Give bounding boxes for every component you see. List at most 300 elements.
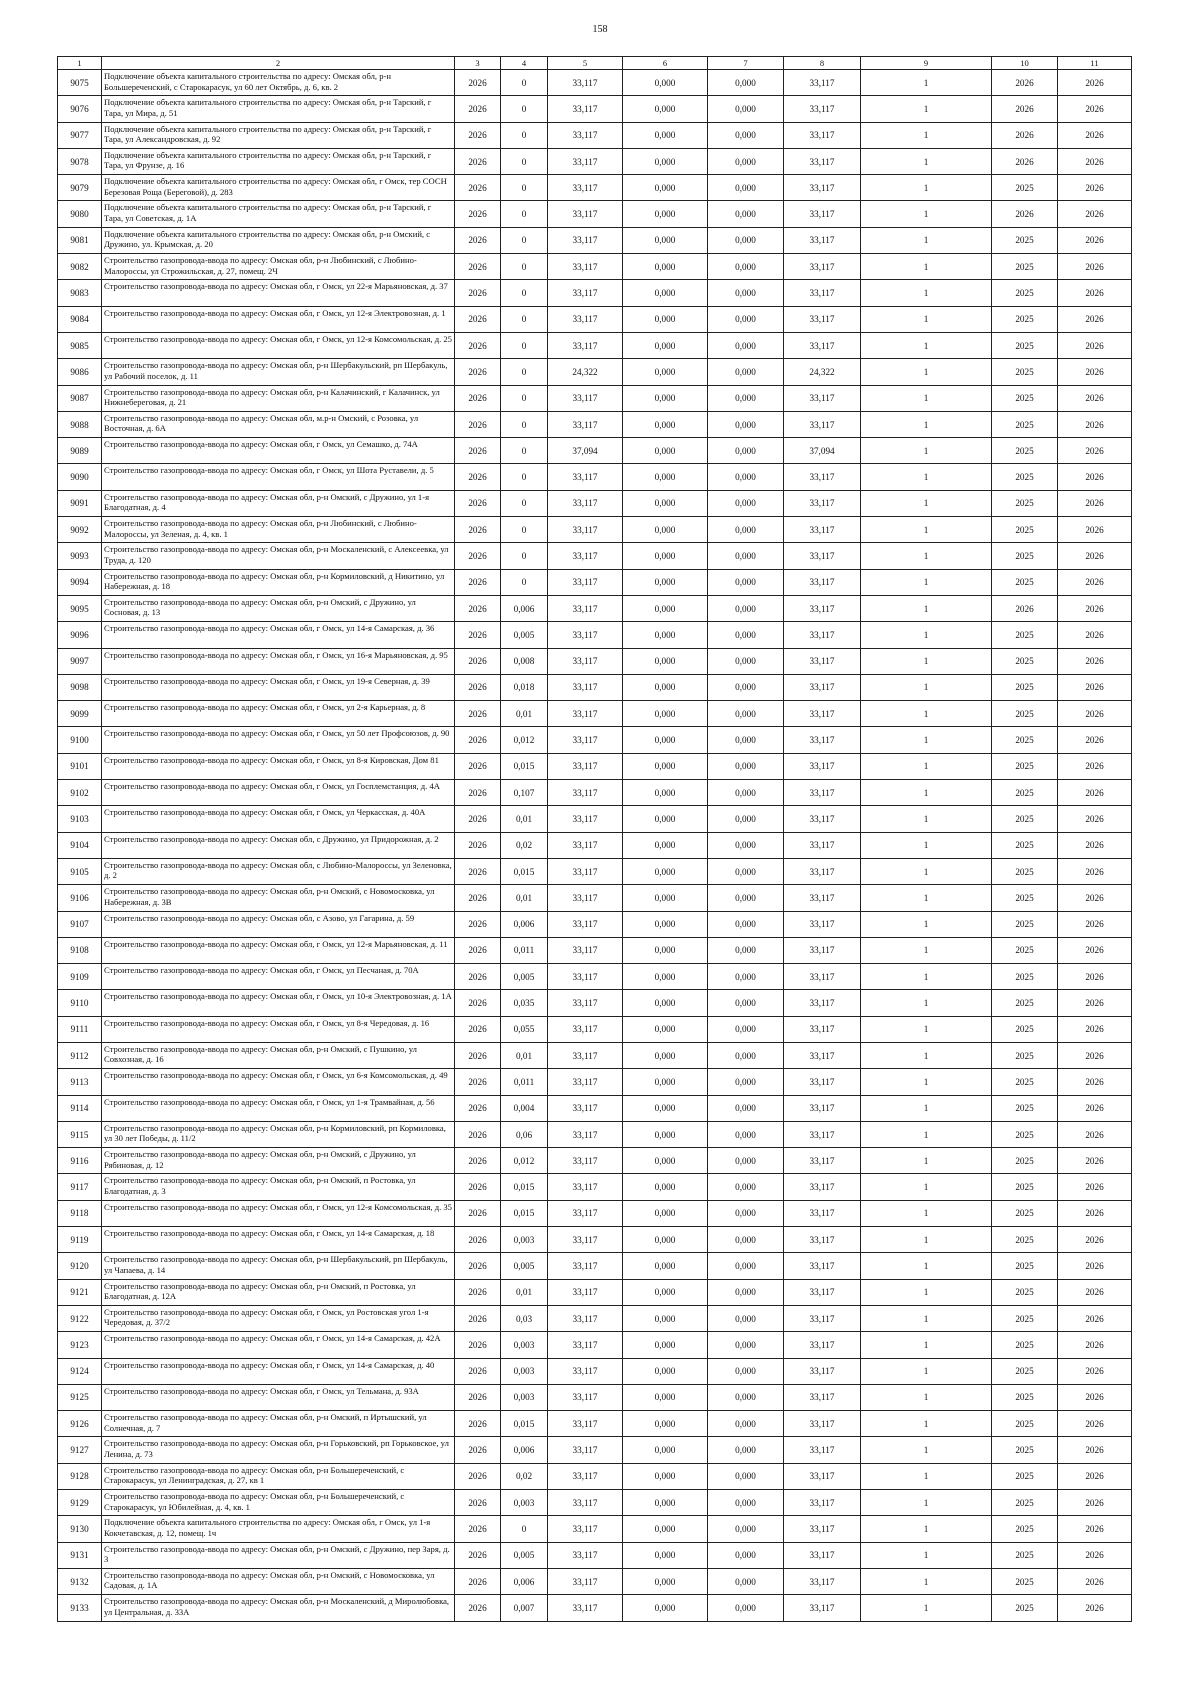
- description-cell: Строительство газопровода-ввода по адресу: Омская обл, г Омск, ул 1-я Трамвайная, д. 56: [102, 1095, 455, 1121]
- table-cell: 2026: [455, 1148, 501, 1174]
- table-row: [58, 622, 1132, 648]
- table-cell: 2026: [455, 122, 501, 148]
- table-cell: 2026: [1058, 306, 1132, 332]
- table-cell: 2026: [1058, 254, 1132, 280]
- column-header: 6: [623, 57, 708, 70]
- table-cell: 0,006: [501, 911, 548, 937]
- table-cell: 33,117: [548, 96, 623, 122]
- table-cell: 33,117: [548, 490, 623, 516]
- row-number-cell: 9106: [58, 885, 102, 911]
- table-cell: 0,01: [501, 701, 548, 727]
- table-cell: 2025: [992, 569, 1058, 595]
- table-cell: 0,000: [623, 385, 708, 411]
- table-cell: 0,000: [708, 1042, 784, 1068]
- table-cell: 33,117: [548, 1595, 623, 1621]
- row-number-cell: 9105: [58, 858, 102, 884]
- table-cell: 0: [501, 175, 548, 201]
- description-cell: Строительство газопровода-ввода по адресу: Омская обл, г Омск, ул 16-я Марьяновская, д. 95: [102, 648, 455, 674]
- table-cell: 1: [861, 411, 992, 437]
- table-cell: 0,011: [501, 937, 548, 963]
- table-cell: 2025: [992, 990, 1058, 1016]
- table-cell: 2026: [455, 332, 501, 358]
- table-cell: 0,000: [623, 306, 708, 332]
- table-cell: 0,000: [623, 595, 708, 621]
- table-cell: 2026: [455, 1411, 501, 1437]
- table-cell: 0: [501, 1516, 548, 1542]
- table-cell: 0,000: [623, 569, 708, 595]
- table-cell: 2026: [455, 648, 501, 674]
- table-cell: 0,000: [708, 1568, 784, 1594]
- table-cell: 2026: [455, 96, 501, 122]
- row-number-cell: 9079: [58, 175, 102, 201]
- table-cell: 2025: [992, 1069, 1058, 1095]
- row-number-cell: 9077: [58, 122, 102, 148]
- table-cell: 2026: [992, 595, 1058, 621]
- table-row: [58, 490, 1132, 516]
- table-cell: 1: [861, 1542, 992, 1568]
- row-number-cell: 9102: [58, 780, 102, 806]
- table-cell: 2026: [1058, 1121, 1132, 1147]
- row-number-cell: 9119: [58, 1227, 102, 1253]
- table-cell: 2026: [1058, 70, 1132, 96]
- table-cell: 0,000: [708, 701, 784, 727]
- table-cell: 33,117: [548, 806, 623, 832]
- table-cell: 0,000: [623, 964, 708, 990]
- table-cell: 0,000: [708, 175, 784, 201]
- table-cell: 0,01: [501, 1042, 548, 1068]
- table-cell: 2026: [992, 201, 1058, 227]
- table-cell: 1: [861, 1384, 992, 1410]
- table-cell: 0,000: [708, 490, 784, 516]
- table-cell: 2026: [992, 122, 1058, 148]
- description-cell: Подключение объекта капитального строительства по адресу: Омская обл, р-н Омский, с Дружино, ул. Крымская, д. 20: [102, 227, 455, 253]
- table-cell: 0,000: [708, 543, 784, 569]
- table-cell: 24,322: [548, 359, 623, 385]
- table-cell: 0,000: [623, 674, 708, 700]
- table-cell: 2026: [455, 1358, 501, 1384]
- table-cell: 33,117: [784, 306, 861, 332]
- description-cell: Подключение объекта капитального строительства по адресу: Омская обл, р-н Тарский, г Тара, ул Мира, д. 51: [102, 96, 455, 122]
- table-cell: 0,000: [623, 543, 708, 569]
- table-cell: 0,000: [708, 438, 784, 464]
- table-cell: 0,000: [623, 1463, 708, 1489]
- table-cell: 2026: [455, 937, 501, 963]
- table-cell: 0: [501, 411, 548, 437]
- table-cell: 1: [861, 438, 992, 464]
- table-cell: 0,000: [623, 1174, 708, 1200]
- table-cell: 2026: [1058, 964, 1132, 990]
- table-cell: 2026: [1058, 1384, 1132, 1410]
- table-cell: 2025: [992, 806, 1058, 832]
- table-cell: 2025: [992, 1437, 1058, 1463]
- table-cell: 1: [861, 1042, 992, 1068]
- table-cell: 2026: [455, 753, 501, 779]
- table-cell: 33,117: [548, 464, 623, 490]
- table-cell: 0,005: [501, 1253, 548, 1279]
- table-cell: 33,117: [548, 1411, 623, 1437]
- table-cell: 2026: [455, 385, 501, 411]
- description-cell: Строительство газопровода-ввода по адресу: Омская обл, р-н Омский, п Ростовка, ул Благодатная, д. 3: [102, 1174, 455, 1200]
- table-cell: 0,000: [708, 359, 784, 385]
- table-cell: 2026: [455, 1332, 501, 1358]
- header-row: [58, 57, 1132, 70]
- table-cell: 0,000: [708, 1227, 784, 1253]
- table-cell: 33,117: [548, 1200, 623, 1226]
- row-number-cell: 9116: [58, 1148, 102, 1174]
- table-cell: 33,117: [548, 648, 623, 674]
- table-cell: 2025: [992, 385, 1058, 411]
- table-row: [58, 254, 1132, 280]
- table-cell: 2026: [455, 1384, 501, 1410]
- table-cell: 2026: [455, 70, 501, 96]
- table-cell: 2025: [992, 1542, 1058, 1568]
- table-cell: 2026: [455, 911, 501, 937]
- table-row: [58, 1384, 1132, 1410]
- table-cell: 2026: [1058, 1358, 1132, 1384]
- table-cell: 2026: [1058, 280, 1132, 306]
- table-cell: 33,117: [548, 780, 623, 806]
- description-cell: Строительство газопровода-ввода по адресу: Омская обл, г Омск, ул Черкасская, д. 40А: [102, 806, 455, 832]
- row-number-cell: 9085: [58, 332, 102, 358]
- row-number-cell: 9092: [58, 517, 102, 543]
- row-number-cell: 9078: [58, 148, 102, 174]
- table-cell: 0,015: [501, 1174, 548, 1200]
- table-cell: 33,117: [784, 1358, 861, 1384]
- table-row: [58, 806, 1132, 832]
- description-cell: Строительство газопровода-ввода по адресу: Омская обл, с Дружино, ул Придорожная, д. 2: [102, 832, 455, 858]
- column-header: 2: [102, 57, 455, 70]
- description-cell: Строительство газопровода-ввода по адресу: Омская обл, р-н Кормиловский, д Никитино, ул Набережная, д. 18: [102, 569, 455, 595]
- table-cell: 0,000: [708, 227, 784, 253]
- row-number-cell: 9115: [58, 1121, 102, 1147]
- table-cell: 33,117: [784, 806, 861, 832]
- table-cell: 0,000: [623, 464, 708, 490]
- table-cell: 1: [861, 990, 992, 1016]
- table-cell: 1: [861, 1069, 992, 1095]
- row-number-cell: 9081: [58, 227, 102, 253]
- description-cell: Строительство газопровода-ввода по адресу: Омская обл, р-н Омский, п Ростовка, ул Благодатная, д. 12А: [102, 1279, 455, 1305]
- table-cell: 0,000: [623, 911, 708, 937]
- table-cell: 33,117: [548, 1568, 623, 1594]
- table-cell: 1: [861, 569, 992, 595]
- table-row: [58, 648, 1132, 674]
- table-cell: 33,117: [784, 411, 861, 437]
- table-cell: 2025: [992, 464, 1058, 490]
- table-cell: 0,000: [708, 727, 784, 753]
- table-cell: 33,117: [548, 1095, 623, 1121]
- table-cell: 33,117: [548, 1174, 623, 1200]
- table-cell: 33,117: [548, 1516, 623, 1542]
- description-cell: Строительство газопровода-ввода по адресу: Омская обл, г Омск, ул Госплемстанция, д. 4А: [102, 780, 455, 806]
- description-cell: Строительство газопровода-ввода по адресу: Омская обл, г Омск, ул Ростовская угол 1-я Чередовая, д. 37/2: [102, 1305, 455, 1331]
- table-row: [58, 332, 1132, 358]
- table-cell: 2026: [1058, 1200, 1132, 1226]
- table-cell: 1: [861, 1200, 992, 1226]
- column-header: 1: [58, 57, 102, 70]
- table-row: [58, 911, 1132, 937]
- table-cell: 0,000: [708, 937, 784, 963]
- table-cell: 33,117: [548, 990, 623, 1016]
- table-cell: 33,117: [784, 201, 861, 227]
- table-cell: 2025: [992, 1016, 1058, 1042]
- row-number-cell: 9089: [58, 438, 102, 464]
- table-cell: 2026: [992, 148, 1058, 174]
- table-cell: 2026: [1058, 1148, 1132, 1174]
- table-cell: 2026: [1058, 1332, 1132, 1358]
- column-header: 4: [501, 57, 548, 70]
- table-cell: 0,000: [708, 595, 784, 621]
- table-cell: 33,117: [784, 96, 861, 122]
- table-cell: 0,000: [623, 1568, 708, 1594]
- description-cell: Подключение объекта капитального строительства по адресу: Омская обл, р-н Большереченский, с Старокарасук, ул 60 лет Октябрь, д. 6, кв. 2: [102, 70, 455, 96]
- table-cell: 0,000: [623, 490, 708, 516]
- table-cell: 0,000: [708, 411, 784, 437]
- table-cell: 0: [501, 332, 548, 358]
- table-cell: 0,000: [708, 990, 784, 1016]
- row-number-cell: 9117: [58, 1174, 102, 1200]
- table-cell: 2025: [992, 1200, 1058, 1226]
- table-cell: 0,000: [623, 411, 708, 437]
- table-cell: 33,117: [548, 727, 623, 753]
- table-cell: 2026: [1058, 464, 1132, 490]
- table-cell: 2026: [455, 148, 501, 174]
- table-cell: 2026: [1058, 1042, 1132, 1068]
- table-cell: 2026: [455, 464, 501, 490]
- table-cell: 33,117: [784, 911, 861, 937]
- table-cell: 0: [501, 385, 548, 411]
- table-row: [58, 1095, 1132, 1121]
- table-cell: 0: [501, 490, 548, 516]
- table-cell: 0,000: [708, 1332, 784, 1358]
- row-number-cell: 9088: [58, 411, 102, 437]
- table-cell: 0,000: [708, 280, 784, 306]
- table-cell: 0,008: [501, 648, 548, 674]
- table-cell: 0,000: [623, 1042, 708, 1068]
- table-cell: 33,117: [548, 122, 623, 148]
- table-row: [58, 937, 1132, 963]
- table-cell: 0,000: [623, 148, 708, 174]
- table-cell: 0,000: [623, 254, 708, 280]
- table-cell: 33,117: [548, 175, 623, 201]
- table-cell: 33,117: [548, 1148, 623, 1174]
- table-cell: 0,01: [501, 885, 548, 911]
- table-cell: 2026: [1058, 780, 1132, 806]
- table-cell: 2026: [1058, 674, 1132, 700]
- table-cell: 2026: [1058, 1016, 1132, 1042]
- table-row: [58, 1148, 1132, 1174]
- table-cell: 0,000: [623, 1332, 708, 1358]
- table-cell: 0,000: [708, 964, 784, 990]
- table-cell: 2026: [1058, 122, 1132, 148]
- table-cell: 33,117: [548, 1121, 623, 1147]
- description-cell: Строительство газопровода-ввода по адресу: Омская обл, г Омск, ул 12-я Электровозная, д. 1: [102, 306, 455, 332]
- row-number-cell: 9123: [58, 1332, 102, 1358]
- table-cell: 1: [861, 1595, 992, 1621]
- row-number-cell: 9086: [58, 359, 102, 385]
- table-cell: 0,000: [708, 1595, 784, 1621]
- table-cell: 2026: [1058, 1568, 1132, 1594]
- column-header: 8: [784, 57, 861, 70]
- table-cell: 2026: [455, 701, 501, 727]
- description-cell: Строительство газопровода-ввода по адресу: Омская обл, г Омск, ул 12-я Комсомольская, д. 35: [102, 1200, 455, 1226]
- table-cell: 2026: [455, 359, 501, 385]
- table-cell: 33,117: [784, 1463, 861, 1489]
- table-cell: 0,000: [623, 1542, 708, 1568]
- table-cell: 2026: [455, 1463, 501, 1489]
- table-cell: 2026: [455, 1305, 501, 1331]
- table-cell: 0: [501, 148, 548, 174]
- table-cell: 2026: [455, 622, 501, 648]
- table-cell: 2025: [992, 1042, 1058, 1068]
- table-cell: 33,117: [784, 1121, 861, 1147]
- table-row: [58, 543, 1132, 569]
- table-cell: 0,000: [708, 1200, 784, 1226]
- table-cell: 2026: [455, 306, 501, 332]
- table-cell: 33,117: [784, 227, 861, 253]
- table-cell: 2026: [455, 674, 501, 700]
- table-cell: 1: [861, 254, 992, 280]
- table-cell: 33,117: [784, 622, 861, 648]
- table-cell: 2025: [992, 964, 1058, 990]
- description-cell: Строительство газопровода-ввода по адресу: Омская обл, р-н Шербакульский, рп Шербакуль, ул Чапаева, д. 14: [102, 1253, 455, 1279]
- row-number-cell: 9113: [58, 1069, 102, 1095]
- row-number-cell: 9109: [58, 964, 102, 990]
- table-cell: 2025: [992, 1490, 1058, 1516]
- table-cell: 33,117: [548, 1227, 623, 1253]
- table-cell: 0,005: [501, 1542, 548, 1568]
- description-cell: Строительство газопровода-ввода по адресу: Омская обл, г Омск, ул 12-я Комсомольская, д. 25: [102, 332, 455, 358]
- table-row: [58, 674, 1132, 700]
- table-cell: 0,005: [501, 964, 548, 990]
- table-cell: 0,107: [501, 780, 548, 806]
- table-cell: 0,02: [501, 1463, 548, 1489]
- table-cell: 0,000: [623, 359, 708, 385]
- table-cell: 33,117: [784, 1095, 861, 1121]
- description-cell: Строительство газопровода-ввода по адресу: Омская обл, р-н Любинский, с Любино-Малороссы, ул Строжильская, д. 27, помещ. 2Ч: [102, 254, 455, 280]
- table-cell: 0,000: [623, 1095, 708, 1121]
- table-cell: 0,000: [623, 227, 708, 253]
- description-cell: Строительство газопровода-ввода по адресу: Омская обл, р-н Любинский, с Любино-Малороссы, ул Зеленая, д. 4, кв. 1: [102, 517, 455, 543]
- table-cell: 2025: [992, 280, 1058, 306]
- table-cell: 33,117: [784, 1411, 861, 1437]
- table-cell: 33,117: [784, 148, 861, 174]
- description-cell: Строительство газопровода-ввода по адресу: Омская обл, г Омск, ул 22-я Марьяновская, д. 37: [102, 280, 455, 306]
- table-row: [58, 438, 1132, 464]
- table-cell: 1: [861, 464, 992, 490]
- row-number-cell: 9131: [58, 1542, 102, 1568]
- table-cell: 0,000: [623, 1253, 708, 1279]
- table-cell: 2026: [1058, 148, 1132, 174]
- table-cell: 33,117: [548, 1437, 623, 1463]
- table-cell: 0,000: [708, 1305, 784, 1331]
- table-cell: 33,117: [784, 1384, 861, 1410]
- description-cell: Строительство газопровода-ввода по адресу: Омская обл, р-н Омский, с Дружино, пер Заря, д. 3: [102, 1542, 455, 1568]
- description-cell: Строительство газопровода-ввода по адресу: Омская обл, г Омск, ул Тельмана, д. 93А: [102, 1384, 455, 1410]
- table-row: [58, 464, 1132, 490]
- table-cell: 2026: [1058, 359, 1132, 385]
- table-cell: 2026: [1058, 595, 1132, 621]
- table-cell: 2026: [1058, 937, 1132, 963]
- row-number-cell: 9125: [58, 1384, 102, 1410]
- table-cell: 2025: [992, 1516, 1058, 1542]
- table-cell: 33,117: [784, 885, 861, 911]
- table-cell: 33,117: [784, 595, 861, 621]
- table-cell: 1: [861, 517, 992, 543]
- table-cell: 0,000: [708, 885, 784, 911]
- table-row: [58, 1490, 1132, 1516]
- table-cell: 33,117: [784, 464, 861, 490]
- row-number-cell: 9128: [58, 1463, 102, 1489]
- table-row: [58, 1069, 1132, 1095]
- table-cell: 2026: [1058, 438, 1132, 464]
- table-row: [58, 964, 1132, 990]
- table-cell: 33,117: [784, 1279, 861, 1305]
- table-cell: 1: [861, 911, 992, 937]
- table-row: [58, 175, 1132, 201]
- table-cell: 2025: [992, 517, 1058, 543]
- description-cell: Строительство газопровода-ввода по адресу: Омская обл, р-н Москаленский, с Алексеевка, ул Труда, д. 120: [102, 543, 455, 569]
- table-cell: 33,117: [784, 1016, 861, 1042]
- table-cell: 2026: [1058, 517, 1132, 543]
- description-cell: Строительство газопровода-ввода по адресу: Омская обл, г Омск, ул 14-я Самарская, д. 40: [102, 1358, 455, 1384]
- table-cell: 0,000: [708, 832, 784, 858]
- table-cell: 0: [501, 227, 548, 253]
- table-cell: 2026: [1058, 911, 1132, 937]
- row-number-cell: 9099: [58, 701, 102, 727]
- table-cell: 0,000: [623, 701, 708, 727]
- table-cell: 0,015: [501, 1411, 548, 1437]
- table-cell: 0: [501, 201, 548, 227]
- description-cell: Строительство газопровода-ввода по адресу: Омская обл, г Омск, ул 8-я Кировская, Дом 81: [102, 753, 455, 779]
- table-cell: 0,000: [623, 937, 708, 963]
- table-cell: 2026: [455, 1200, 501, 1226]
- table-cell: 0,01: [501, 1279, 548, 1305]
- table-cell: 33,117: [548, 701, 623, 727]
- table-cell: 0,000: [708, 148, 784, 174]
- table-cell: 33,117: [548, 858, 623, 884]
- description-cell: Подключение объекта капитального строительства по адресу: Омская обл, г Омск, ул 1-я Кокчетавская, д. 12, помещ. 1ч: [102, 1516, 455, 1542]
- table-cell: 2026: [455, 1016, 501, 1042]
- table-cell: 33,117: [548, 306, 623, 332]
- table-cell: 1: [861, 806, 992, 832]
- table-cell: 0,000: [623, 122, 708, 148]
- table-cell: 0: [501, 280, 548, 306]
- table-cell: 1: [861, 148, 992, 174]
- table-cell: 33,117: [548, 1069, 623, 1095]
- table-cell: 33,117: [784, 1148, 861, 1174]
- table-cell: 0,000: [708, 70, 784, 96]
- table-cell: 2025: [992, 1174, 1058, 1200]
- row-number-cell: 9095: [58, 595, 102, 621]
- table-cell: 0,000: [623, 70, 708, 96]
- table-cell: 2026: [455, 806, 501, 832]
- table-cell: 33,117: [548, 280, 623, 306]
- table-cell: 2026: [1058, 96, 1132, 122]
- table-cell: 0,000: [623, 96, 708, 122]
- table-cell: 0,000: [708, 569, 784, 595]
- table-cell: 2026: [455, 569, 501, 595]
- table-cell: 0,000: [708, 306, 784, 332]
- table-cell: 2026: [455, 1595, 501, 1621]
- table-cell: 33,117: [784, 280, 861, 306]
- table-cell: 33,117: [548, 753, 623, 779]
- table-cell: 2026: [1058, 1253, 1132, 1279]
- table-cell: 1: [861, 1305, 992, 1331]
- table-cell: 0,000: [708, 648, 784, 674]
- table-row: [58, 359, 1132, 385]
- table-cell: 33,117: [548, 1542, 623, 1568]
- table-cell: 33,117: [784, 254, 861, 280]
